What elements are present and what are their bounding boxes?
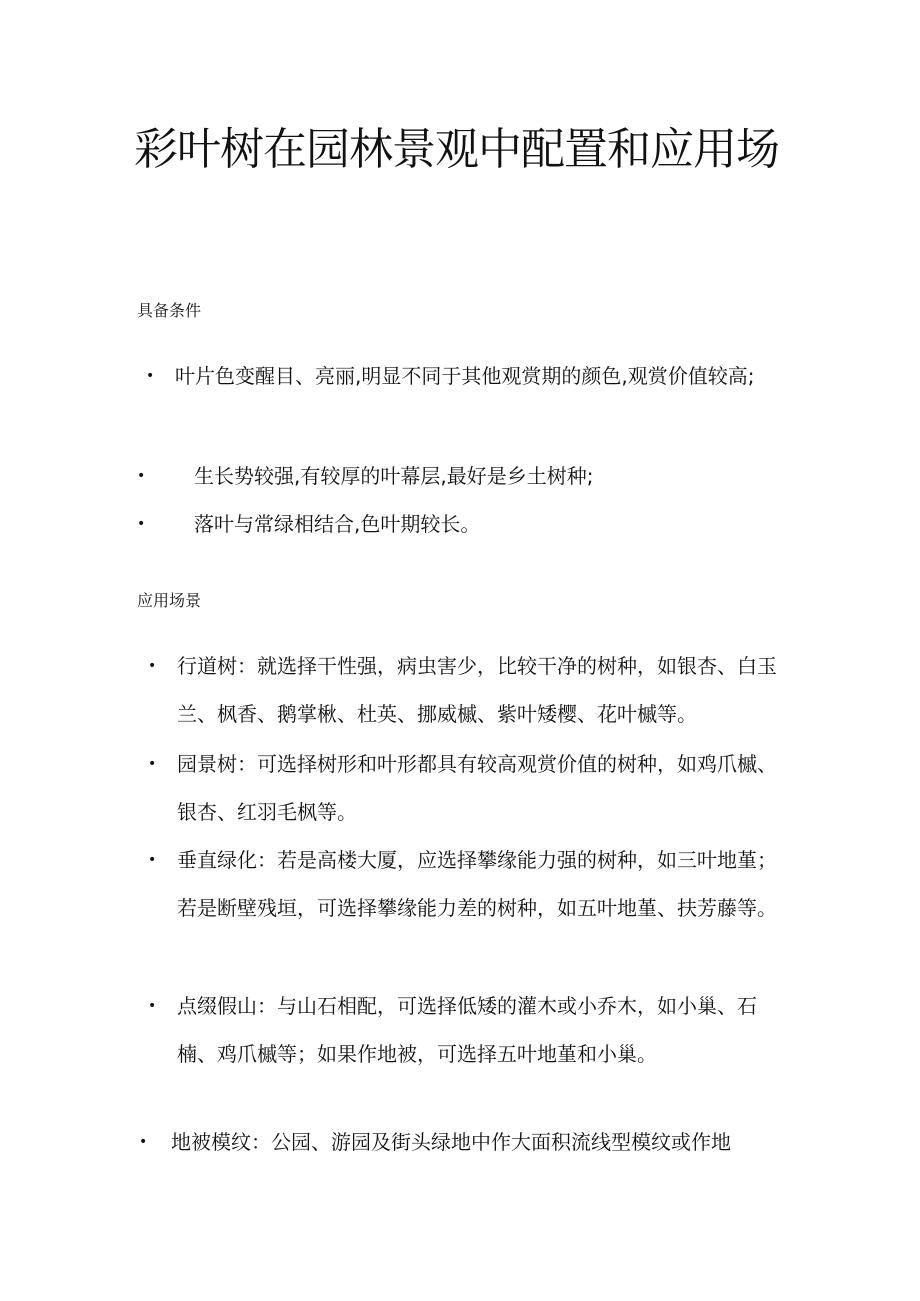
bullet-icon: • — [137, 468, 146, 484]
bullet-icon: • — [148, 756, 157, 772]
list-item: 点缀假山：与山石相配，可选择低矮的灌木或小乔木，如小巢、石楠、鸡爪槭等；如果作地被，可选择五叶地堇和小巢。 — [177, 994, 757, 1066]
list-item: 行道树：就选择干性强，病虫害少，比较干净的树种，如银杏、白玉兰、枫香、鹅掌楸、杜英、挪威槭、紫叶矮樱、花叶槭等。 — [177, 654, 777, 726]
section-heading-scenarios: 应用场景 — [137, 591, 202, 610]
list-item: 叶片色变醒目、亮丽,明显不同于其他观赏期的颜色,观赏价值较高; — [175, 364, 755, 388]
bullet-icon: • — [137, 516, 146, 532]
list-item: 园景树：可选择树形和叶形都具有较高观赏价值的树种，如鸡爪槭、银杏、红羽毛枫等。 — [177, 752, 777, 824]
section-heading-conditions: 具备条件 — [137, 301, 202, 320]
list-item: 生长势较强,有较厚的叶幕层,最好是乡土树种; — [194, 464, 594, 488]
bullet-icon: • — [139, 1134, 148, 1150]
bullet-icon: • — [148, 658, 157, 674]
list-item: 垂直绿化：若是高楼大厦，应选择攀缘能力强的树种，如三叶地堇；若是断壁残垣，可选择攀缘能力差的树种，如五叶地堇、扶芳藤等。 — [177, 848, 777, 920]
list-item: 地被模纹：公园、游园及街头绿地中作大面积流线型模纹或作地 — [171, 1130, 731, 1154]
document-title: 彩叶树在园林景观中配置和应用场 — [134, 124, 779, 175]
bullet-icon: • — [146, 368, 155, 384]
bullet-icon: • — [148, 998, 157, 1014]
list-item: 落叶与常绿相结合,色叶期较长。 — [194, 512, 481, 536]
bullet-icon: • — [148, 852, 157, 868]
